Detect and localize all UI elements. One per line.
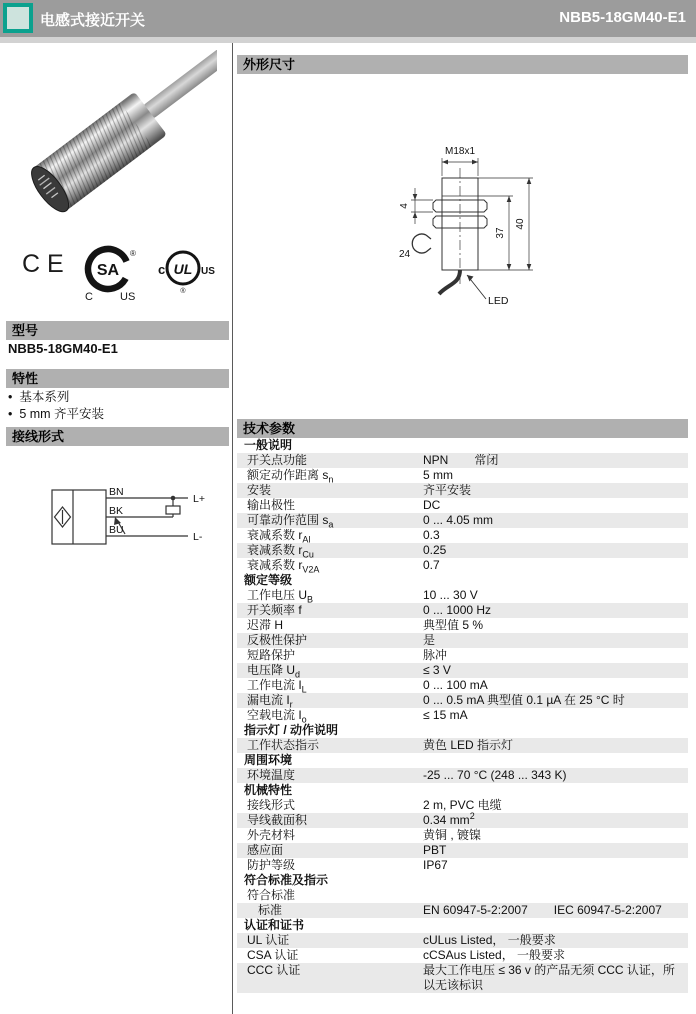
tech-row <box>237 933 688 948</box>
tech-row <box>237 618 688 633</box>
param-value: 0 ... 0.5 mA 典型值 0.1 µA 在 25 °C 时 <box>423 693 625 707</box>
dimension-drawing <box>385 138 600 318</box>
param-label: 电压降 $U_d$ <box>247 663 301 680</box>
svg-text:40: 40 <box>515 218 526 230</box>
param-value: 0.25 <box>423 543 447 557</box>
param-value: 10 ... 30 V <box>423 588 478 602</box>
param-label: 短路保护 <box>247 648 296 662</box>
svg-text:24: 24 <box>399 249 411 260</box>
column-divider <box>232 43 233 1014</box>
param-label: 迟滞 H <box>247 618 284 632</box>
param-value: NPN 常闭 <box>423 453 499 467</box>
tech-row <box>237 498 688 513</box>
param-value: 0 ... 100 mA <box>423 678 488 692</box>
param-value: 黄铜 , 镀镍 <box>423 828 482 842</box>
csa-mark-icon <box>76 242 140 304</box>
tech-group-header: 指示灯 / 动作说明 <box>244 723 339 737</box>
svg-text:BK: BK <box>109 505 124 517</box>
param-label: 工作电压 $U_B$ <box>247 588 314 605</box>
tech-table <box>237 438 688 993</box>
param-value: 0.3 <box>423 528 440 542</box>
tech-row <box>237 453 688 468</box>
tech-row <box>237 813 688 828</box>
param-value: 最大工作电压 ≤ 36 v 的产品无须 CCC 认证，所以无该标识 <box>423 963 675 992</box>
features-list <box>8 389 104 423</box>
param-label: 接线形式 <box>247 798 296 812</box>
svg-text:US: US <box>120 291 136 303</box>
param-value: ≤ 3 V <box>423 663 451 677</box>
param-value: 0 ... 1000 Hz <box>423 603 492 617</box>
tech-row <box>237 888 688 903</box>
tech-row <box>237 633 688 648</box>
param-value: cCSAus Listed， 一般要求 <box>423 948 566 962</box>
section-header-features: 特性 <box>6 369 229 388</box>
param-value: DC <box>423 498 441 512</box>
tech-row <box>237 693 688 708</box>
tech-row <box>237 948 688 963</box>
param-value: PBT <box>423 843 447 857</box>
param-label: CSA 认证 <box>247 948 299 962</box>
tech-row <box>237 648 688 663</box>
section-header-dimensions: 外形尺寸 <box>237 55 688 74</box>
feature-item: • 基本系列 <box>8 389 104 406</box>
svg-text:®: ® <box>180 288 186 295</box>
svg-text:US: US <box>201 266 215 277</box>
param-label: 防护等级 <box>247 858 296 872</box>
param-label: 开关频率 f <box>247 603 302 617</box>
sensor-cable <box>139 50 217 122</box>
param-value-2: IEC 60947-5-2:2007 <box>553 903 662 917</box>
tech-row <box>237 603 688 618</box>
param-value-2: 常闭 <box>474 453 499 467</box>
tech-row <box>237 663 688 678</box>
tech-row <box>237 843 688 858</box>
svg-text:L+: L+ <box>193 493 205 505</box>
param-label: CCC 认证 <box>247 963 301 977</box>
param-label: 环境温度 <box>247 768 296 782</box>
param-label: UL 认证 <box>247 933 290 947</box>
ce-mark-icon: CE <box>22 250 71 278</box>
param-label: 漏电流 $I_r$ <box>247 693 293 710</box>
param-value: EN 60947-5-2:2007 IEC 60947-5-2:2007 <box>423 903 662 917</box>
svg-text:SA: SA <box>96 262 120 279</box>
tech-row <box>237 483 688 498</box>
tech-row <box>237 708 688 723</box>
section-header-model: 型号 <box>6 321 229 340</box>
tech-row <box>237 558 688 573</box>
param-value: 2 m, PVC 电缆 <box>423 798 502 812</box>
param-value: 黄色 LED 指示灯 <box>423 738 514 752</box>
param-label: 空载电流 $I_o$ <box>247 708 307 725</box>
param-value: 0 ... 4.05 mm <box>423 513 494 527</box>
tech-row <box>237 828 688 843</box>
tech-group-header: 符合标准及指示 <box>244 873 329 887</box>
svg-text:L-: L- <box>193 531 203 543</box>
model-number-header: NBB5-18GM40-E1 <box>559 9 686 26</box>
model-number-text: NBB5-18GM40-E1 <box>8 341 118 356</box>
param-value: IP67 <box>423 858 448 872</box>
tech-row <box>237 543 688 558</box>
param-label: 感应面 <box>247 843 284 857</box>
param-label: 衰减系数 $r_{V2A}$ <box>247 558 320 575</box>
tech-group-header: 机械特性 <box>244 783 293 797</box>
param-label: 衰减系数 $r_{Al}$ <box>247 528 311 545</box>
param-value: 0.7 <box>423 558 440 572</box>
tech-row <box>237 768 688 783</box>
svg-text:M18x1: M18x1 <box>444 146 476 157</box>
wrench-symbol <box>412 234 426 253</box>
svg-text:LED: LED <box>488 295 509 307</box>
tech-group-header: 认证和证书 <box>244 918 305 932</box>
tech-row <box>237 528 688 543</box>
svg-text:37: 37 <box>495 227 506 239</box>
tech-row <box>237 468 688 483</box>
param-label: 安装 <box>247 483 272 497</box>
tech-group-header: 周围环境 <box>244 753 293 767</box>
svg-text:BN: BN <box>109 486 124 498</box>
wiring-diagram <box>30 468 220 568</box>
load-symbol <box>166 506 180 514</box>
param-value: 5 mm <box>423 468 453 482</box>
tech-row <box>237 513 688 528</box>
tech-row <box>237 903 688 918</box>
header-strip <box>0 37 696 43</box>
svg-text:UL: UL <box>173 261 193 277</box>
ul-mark-icon <box>150 246 216 298</box>
brand-icon <box>3 3 33 33</box>
tech-group-header: 一般说明 <box>244 438 293 452</box>
product-photo-image <box>12 50 217 248</box>
section-header-connection: 接线形式 <box>6 427 229 446</box>
param-label: 工作电流 $I_L$ <box>247 678 307 695</box>
tech-row <box>237 678 688 693</box>
tech-group-header: 额定等级 <box>244 573 293 587</box>
tech-row <box>237 738 688 753</box>
feature-item: • 5 mm 齐平安装 <box>8 406 104 423</box>
cable-exit <box>439 270 460 294</box>
tech-row <box>237 963 688 993</box>
svg-text:c: c <box>158 262 166 277</box>
svg-text:C: C <box>85 291 93 303</box>
param-label: 开关点功能 <box>247 453 308 467</box>
param-label: 可靠动作范围 $s_a$ <box>247 513 334 530</box>
section-header-tech: 技术参数 <box>237 419 688 438</box>
svg-text:®: ® <box>130 249 136 258</box>
param-value: ≤ 15 mA <box>423 708 468 722</box>
param-label: 输出极性 <box>247 498 296 512</box>
tech-row <box>237 858 688 873</box>
param-value: 齐平安装 <box>423 483 472 497</box>
param-label: 反极性保护 <box>247 633 308 647</box>
param-value: -25 ... 70 °C (248 ... 343 K) <box>423 768 567 782</box>
param-value: cULus Listed， 一般要求 <box>423 933 556 947</box>
param-label: 工作状态指示 <box>247 738 320 752</box>
param-label: 符合标准 <box>247 888 296 902</box>
param-label: 额定动作距离 $s_n$ <box>247 468 334 485</box>
product-type-title: 电感式接近开关 <box>40 12 146 29</box>
param-label: 衰减系数 $r_{Cu}$ <box>247 543 314 560</box>
param-label: 标准 <box>258 903 283 917</box>
svg-text:4: 4 <box>399 203 410 209</box>
param-label: 导线截面积 <box>247 813 308 827</box>
param-value: 0.34 $mm^2$ <box>423 811 475 827</box>
svg-text:BU: BU <box>109 524 124 536</box>
param-value: 脉冲 <box>423 648 448 662</box>
sensor-body <box>25 50 217 217</box>
param-label: 外壳材料 <box>247 828 296 842</box>
param-value: 是 <box>423 633 436 647</box>
tech-row <box>237 588 688 603</box>
param-value: 典型值 5 % <box>423 618 484 632</box>
tech-row <box>237 798 688 813</box>
